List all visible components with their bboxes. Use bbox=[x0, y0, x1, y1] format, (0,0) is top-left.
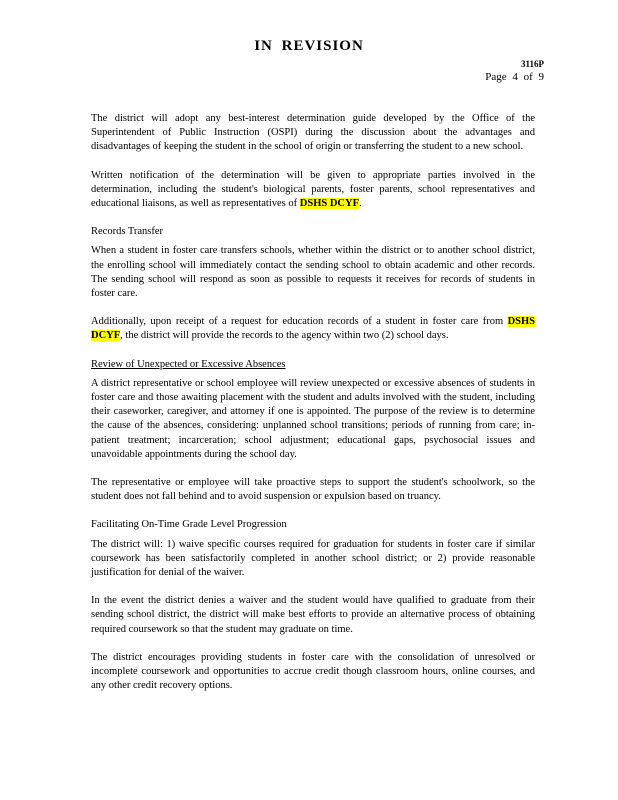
paragraph-absence-review: A district representative or school employee will review unexpected or excessive absences of students in foster care and those awaiting placement with the student and adults involved with the student, including their caseworker, caregiver, and attorney if one is appointed. The purpose of the review is to determine the cause of the absences, considering: unplanned school transitions; periods of running from care; in-patient treatment; incarceration; school adjustment; educational gaps, psychosocial issues and unavoidable appointments during the school day. bbox=[91, 377, 535, 460]
page-title: IN REVISION bbox=[254, 38, 364, 54]
section-heading-absences: Review of Unexpected or Excessive Absences bbox=[91, 358, 286, 370]
section-heading-grade-progression: Facilitating On-Time Grade Level Progression bbox=[91, 519, 287, 531]
document-body bbox=[91, 112, 535, 708]
highlighted-revision: DSHS DCYF bbox=[91, 316, 535, 342]
paragraph-text: , the district will provide the records to the agency within two (2) school days. bbox=[120, 330, 449, 342]
paragraph-waiver: The district will: 1) waive specific courses required for graduation for students in foster care if similar coursework has been satisfactorily completed in another school district; or 2) provide reasonable justification for denial of the waiver. bbox=[91, 538, 535, 579]
highlighted-revision: DSHS DCYF bbox=[299, 198, 359, 210]
paragraph-text: . bbox=[358, 198, 362, 210]
policy-number: 3116P bbox=[520, 59, 544, 69]
paragraph-text: Written notification of the determination will be given to appropriate parties involved in the determination, including the student's biological parents, foster parents, school representatives and educational liaisons, as well as representatives of bbox=[91, 169, 535, 210]
paragraph-proactive-steps: The representative or employee will take proactive steps to support the student's schoolwork, so the student does not fall behind and to avoid suspension or expulsion based on truancy. bbox=[91, 477, 535, 503]
paragraph-additionally bbox=[91, 315, 535, 343]
paragraph-records-transfer: When a student in foster care transfers schools, whether within the district or to another school district, the enrolling school will immediately contact the sending school to obtain academic and other records. The sending school will respond as soon as possible to requests it receives for records of students in foster care. bbox=[91, 245, 535, 300]
paragraph-text: Additionally, upon receipt of a request for education records of a student in foster care from bbox=[91, 316, 508, 328]
section-heading-records-transfer: Records Transfer bbox=[91, 226, 164, 238]
paragraph-best-interest: The district will adopt any best-interest determination guide developed by the Office of the Superintendent of Public Instruction (OSPI) during the discussion about the advantages and disadvantages of keeping the student in the school of origin or transferring the student to a new school. bbox=[91, 113, 535, 153]
paragraph-credit-recovery: The district encourages providing students in foster care with the consolidation of unresolved or incomplete coursework and opportunities to accrue credit though classroom hours, online courses, and any other credit recovery options. bbox=[91, 651, 535, 692]
paragraph-written-notification bbox=[91, 169, 535, 212]
paragraph-waiver-denial: In the event the district denies a waiver and the student would have qualified to graduate from their sending school district, the district will make best efforts to provide an alternative process of obtaining required coursework so that the student may graduate on time. bbox=[91, 595, 535, 635]
page-number: Page 4 of 9 bbox=[485, 71, 544, 83]
